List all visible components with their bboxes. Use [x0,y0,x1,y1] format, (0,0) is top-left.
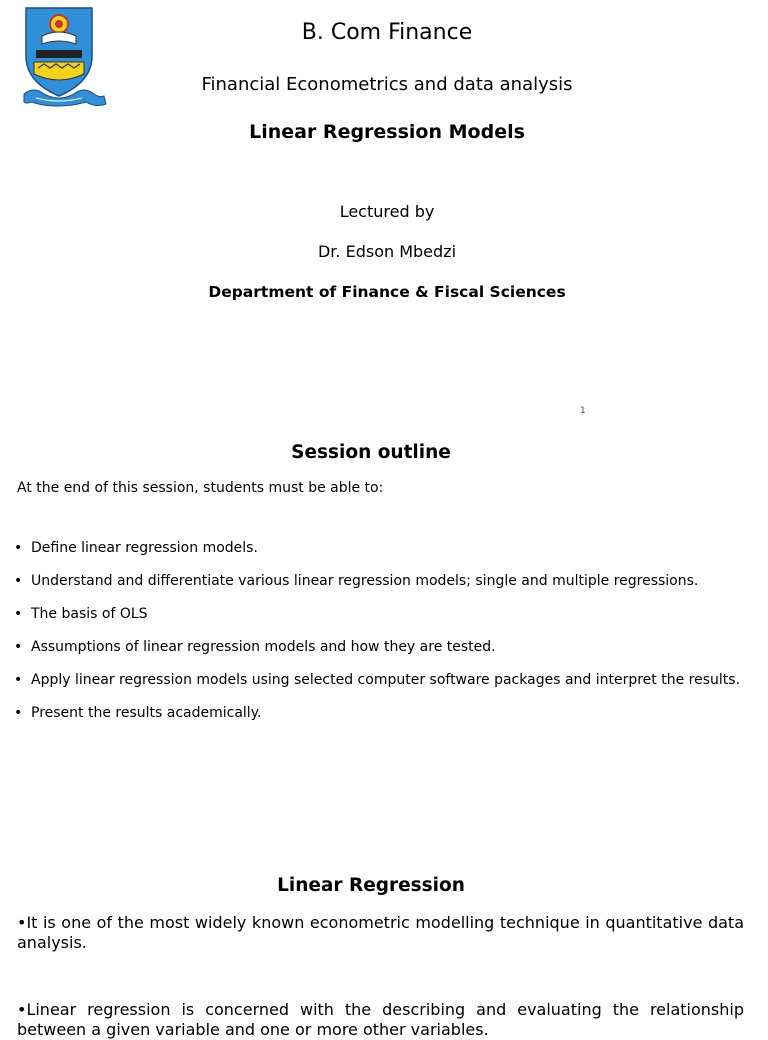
lecturer-name: Dr. Edson Mbedzi [317,242,457,261]
list-item-text: Apply linear regression models using selected computer software packages and interpret the results. [31,672,741,688]
list-item [14,701,744,726]
bullet-icon: • [14,606,23,622]
list-item [14,668,744,693]
program-title: B. Com Finance [301,20,473,45]
list-item-text: The basis of OLS [31,606,148,622]
bullet-icon: • [14,672,23,688]
list-item-text: Define linear regression models. [31,540,258,556]
linear-regression-title: Linear Regression [277,875,465,896]
list-item [14,635,744,660]
bullet-icon: • [14,573,23,589]
list-item-text: Understand and differentiate various linear regression models; single and multiple regressions. [31,573,699,589]
session-intro-text: At the end of this session, students must be able to: [17,480,384,496]
paragraph: •It is one of the most widely known econometric modelling technique in quantitative data analysis. [17,913,744,952]
lectured-by-label: Lectured by [339,202,435,221]
topic-title: Linear Regression Models [249,121,525,143]
bullet-icon: • [14,639,23,655]
course-title: Financial Econometrics and data analysis [201,74,573,95]
objectives-list [14,536,744,734]
session-outline-title: Session outline [291,442,451,463]
bullet-icon: • [14,705,23,721]
list-item [14,602,744,627]
list-item [14,536,744,561]
list-item-text: Assumptions of linear regression models and how they are tested. [31,639,496,655]
list-item-text: Present the results academically. [31,705,262,721]
list-item [14,569,744,594]
paragraph: •Linear regression is concerned with the describing and evaluating the relationship between a given variable and one or more other variables. [17,1000,744,1039]
department-name: Department of Finance & Fiscal Sciences [208,283,566,301]
page-number: 1 [580,406,586,416]
bullet-icon: • [14,540,23,556]
